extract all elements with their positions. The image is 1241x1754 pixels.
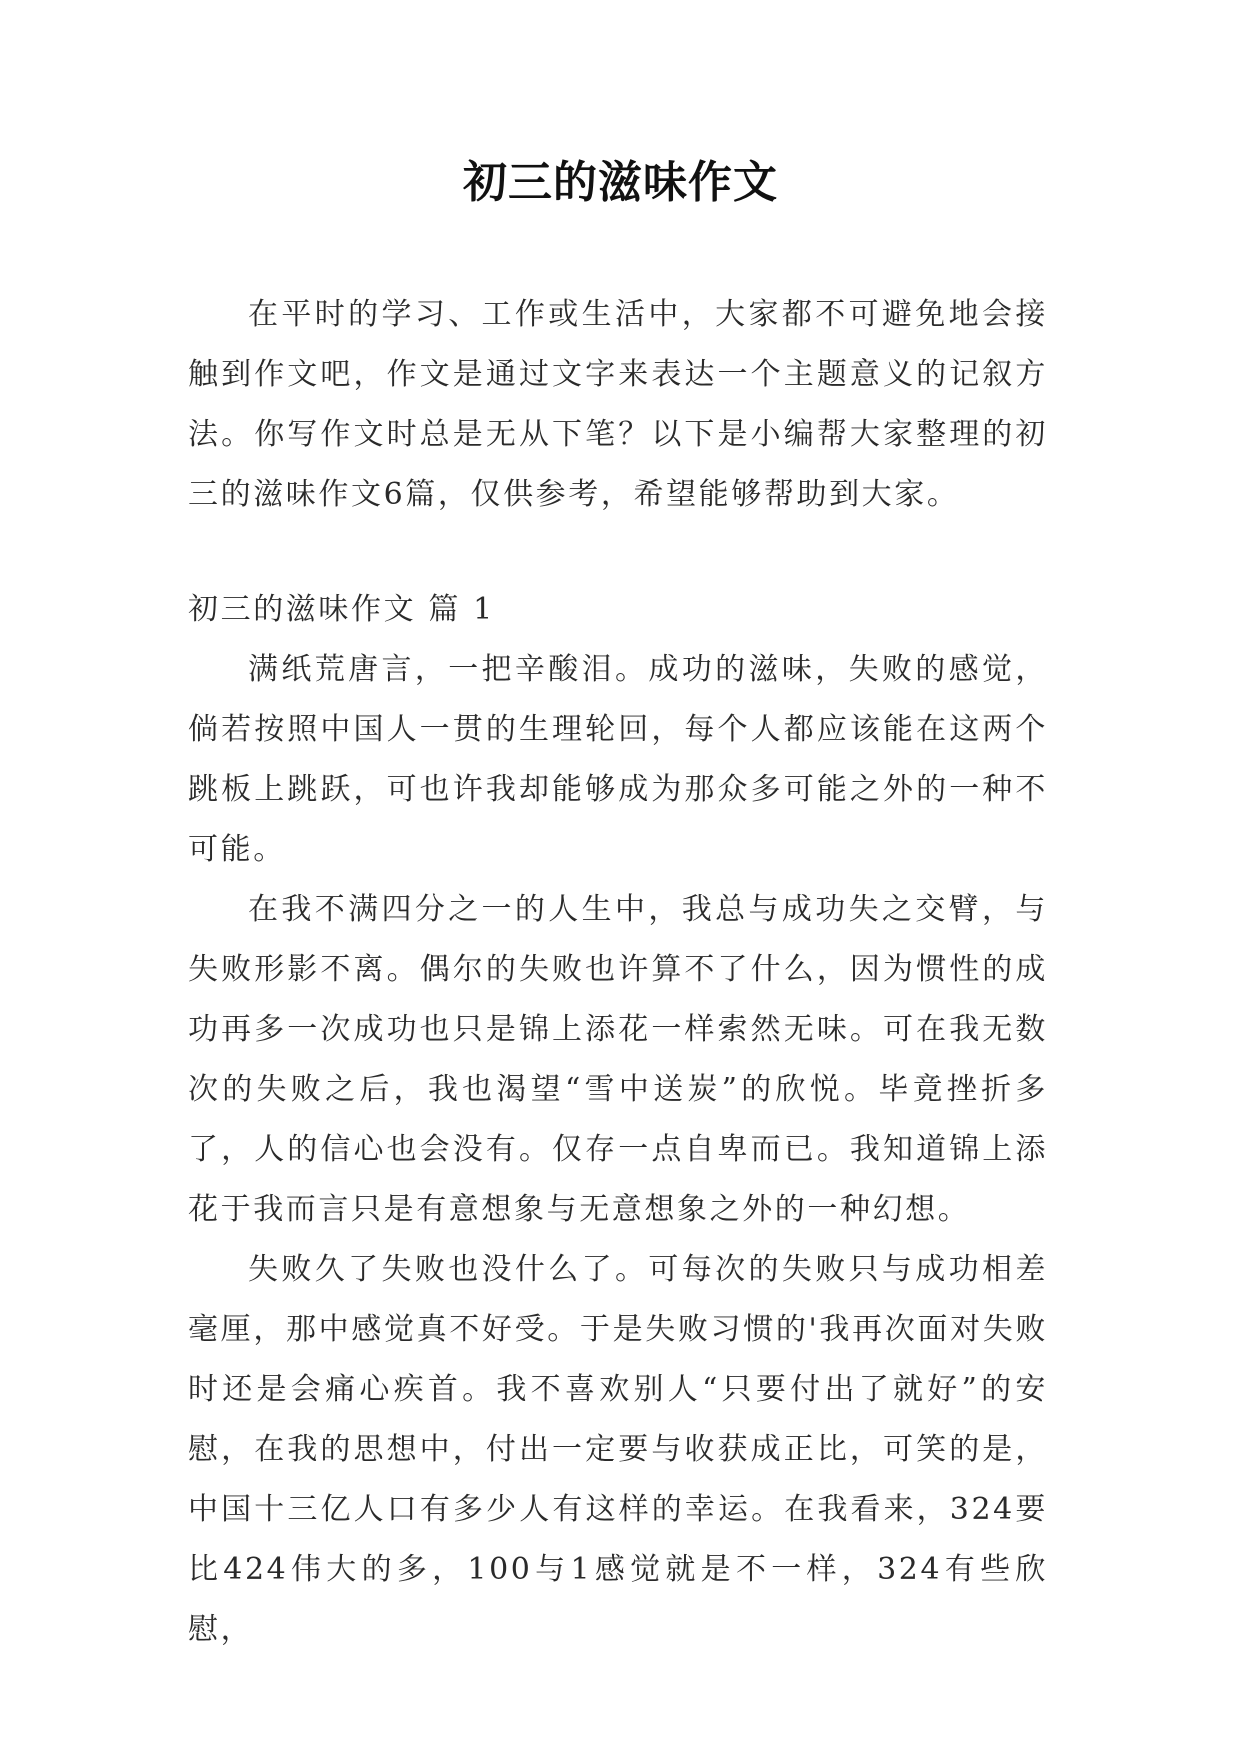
essay-paragraph: 失败久了失败也没什么了。可每次的失败只与成功相差毫厘，那中感觉真不好受。于是失败习惯的'我再次面对失败时还是会痛心疾首。我不喜欢别人“只要付出了就好”的安慰，在我的思想中，付出一定要与收获成正比，可笑的是，中国十三亿人口有多少人有这样的幸运。在我看来，324要比424伟大的多，100与1感觉就是不一样，324有些欣慰， bbox=[188, 1252, 1048, 1647]
essay-paragraph: 在我不满四分之一的人生中，我总与成功失之交臂，与失败形影不离。偶尔的失败也许算不了什么，因为惯性的成功再多一次成功也只是锦上添花一样索然无味。可在我无数次的失败之后，我也渴望“雪中送炭”的欣悦。毕竟挫折多了，人的信心也会没有。仅存一点自卑而已。我知道锦上添花于我而言只是有意想象与无意想象之外的一种幻想。 bbox=[188, 892, 1048, 1227]
section-heading: 初三的滋味作文 篇 1 bbox=[188, 592, 495, 627]
intro-paragraph: 在平时的学习、工作或生活中，大家都不可避免地会接触到作文吧，作文是通过文字来表达一个主题意义的记叙方法。你写作文时总是无从下笔？以下是小编帮大家整理的初三的滋味作文6篇，仅供参考，希望能够帮助到大家。 bbox=[188, 297, 1048, 512]
intro-block bbox=[188, 285, 1048, 525]
document-title: 初三的滋味作文 bbox=[463, 157, 778, 208]
essay-paragraph: 满纸荒唐言，一把辛酸泪。成功的滋味，失败的感觉，倘若按照中国人一贯的生理轮回，每个人都应该能在这两个跳板上跳跃，可也许我却能够成为那众多可能之外的一种不可能。 bbox=[188, 652, 1048, 867]
essay-section-1 bbox=[188, 580, 1048, 1660]
